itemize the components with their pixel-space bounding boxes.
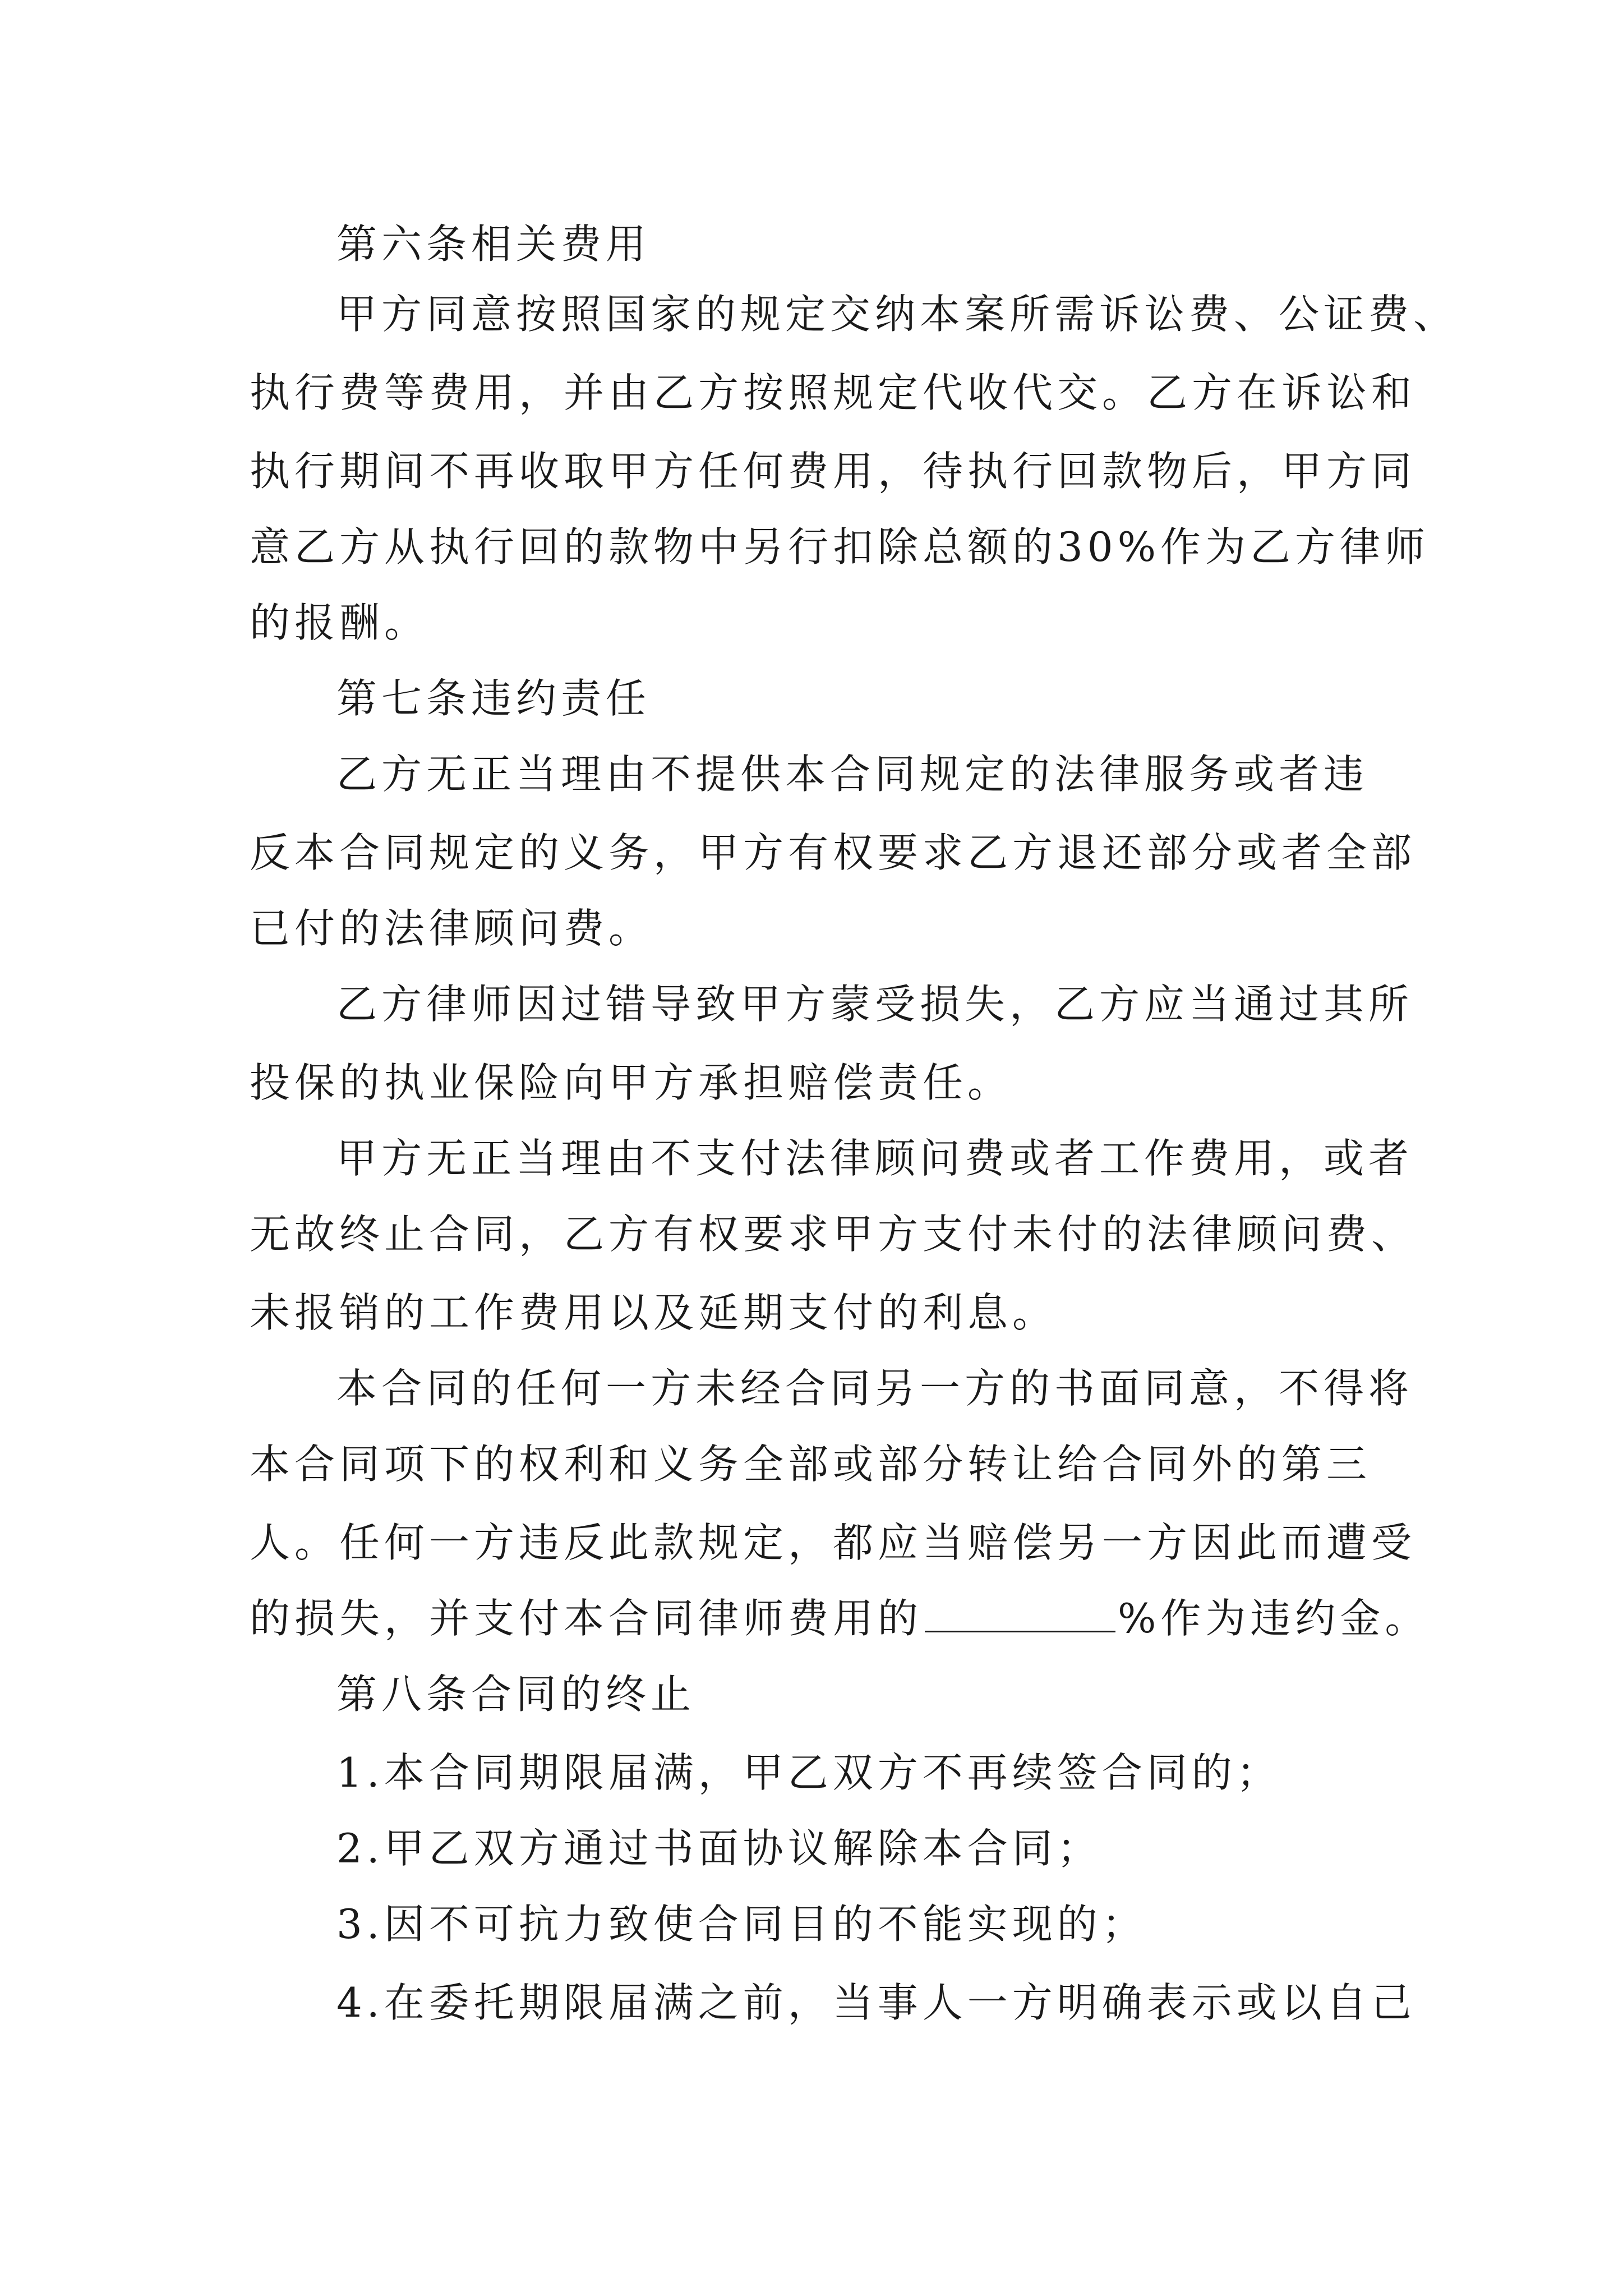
- paragraph-line: 乙方律师因过错导致甲方蒙受损失，乙方应当通过其所: [336, 981, 1414, 1028]
- list-item: 3.因不可抗力致使合同目的不能实现的；: [336, 1901, 1147, 1948]
- paragraph-line: 人。任何一方违反此款规定，都应当赔偿另一方因此而遭受: [250, 1519, 1417, 1566]
- paragraph-line: 的报酬。: [250, 599, 430, 646]
- section-heading-8: 第八条合同的终止: [336, 1671, 696, 1718]
- paragraph-line: 甲方无正当理由不支付法律顾问费或者工作费用，或者: [336, 1135, 1414, 1182]
- section-heading-6: 第六条相关费用: [336, 220, 651, 268]
- line-text-before-blank: 的损失，并支付本合同律师费用的: [250, 1595, 923, 1642]
- line-text-after-blank: %作为违约金。: [1118, 1595, 1430, 1642]
- paragraph-line: 乙方无正当理由不提供本合同规定的法律服务或者违: [336, 751, 1369, 798]
- paragraph-line-with-blank: [250, 1590, 1430, 1646]
- list-item: 1.本合同期限届满，甲乙双方不再续签合同的；: [336, 1749, 1281, 1796]
- paragraph-line: 意乙方从执行回的款物中另行扣除总额的30%作为乙方律师: [250, 523, 1430, 570]
- list-item: 4.在委托期限届满之前，当事人一方明确表示或以自己: [336, 1979, 1416, 2026]
- fill-in-blank: [925, 1591, 1115, 1632]
- paragraph-line: 本合同的任何一方未经合同另一方的书面同意，不得将: [336, 1365, 1414, 1412]
- paragraph-line: 无故终止合同，乙方有权要求甲方支付未付的法律顾问费、: [250, 1211, 1417, 1258]
- list-item: 2.甲乙双方通过书面协议解除本合同；: [336, 1825, 1102, 1872]
- paragraph-line: 未报销的工作费用以及延期支付的利息。: [250, 1289, 1058, 1336]
- paragraph-line: 本合同项下的权利和义务全部或部分转让给合同外的第三: [250, 1441, 1372, 1488]
- paragraph-line: 已付的法律顾问费。: [250, 905, 654, 952]
- paragraph-line: 执行费等费用，并由乙方按照规定代收代交。乙方在诉讼和: [250, 369, 1417, 416]
- section-heading-7: 第七条违约责任: [336, 675, 651, 722]
- paragraph-line: 投保的执业保险向甲方承担赔偿责任。: [250, 1059, 1013, 1106]
- paragraph-line: 反本合同规定的义务，甲方有权要求乙方退还部分或者全部: [250, 829, 1417, 876]
- paragraph-line: 执行期间不再收取甲方任何费用，待执行回款物后，甲方同: [250, 448, 1417, 495]
- paragraph-line: 甲方同意按照国家的规定交纳本案所需诉讼费、公证费、: [336, 291, 1459, 338]
